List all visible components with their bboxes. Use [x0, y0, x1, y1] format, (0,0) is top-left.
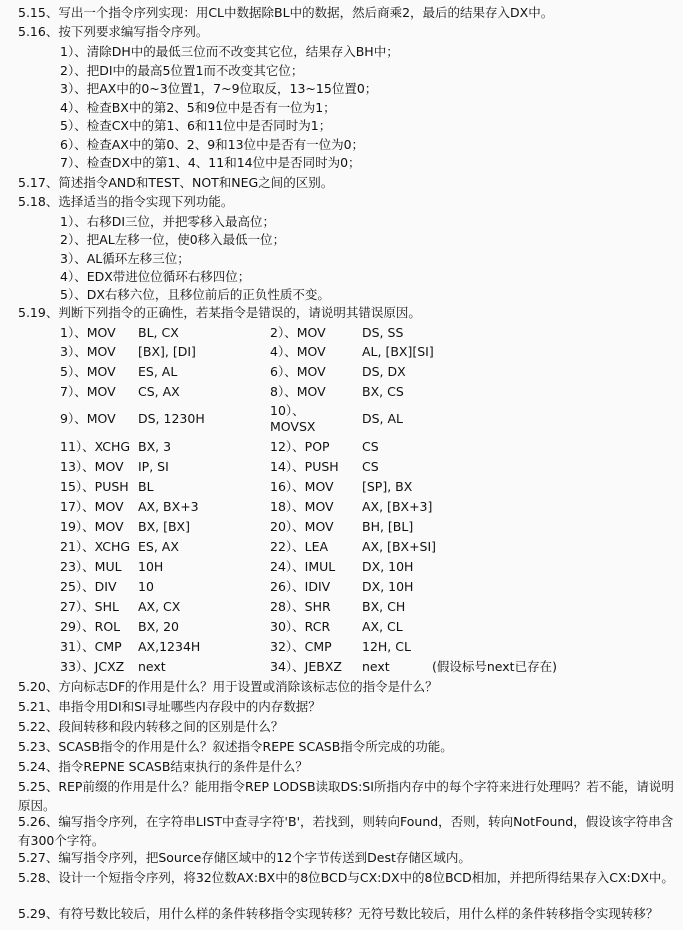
instr-operands: BX, 3 — [138, 439, 172, 454]
instruction-row — [60, 557, 660, 576]
instr-mnemonic: 27）、SHL — [60, 599, 119, 614]
instruction-row — [60, 657, 660, 676]
instr-mnemonic: 18）、MOV — [270, 499, 334, 514]
list-item: 1）、右移DI三位，并把零移入最高位； — [60, 214, 276, 229]
instr-mnemonic: 15）、PUSH — [60, 479, 129, 494]
question-5-25: 5.25、REP前缀的作用是什么？能用指令REP LODSB读取DS:SI所指内存中的每个字符来进行处理吗？若不能，请说明原因。 — [18, 779, 674, 813]
question-5-21: 5.21、串指令用DI和SI寻址哪些内存段中的内存数据？ — [18, 699, 321, 714]
list-item: 5）、检查CX中的第1、6和11位中是否同时为1； — [60, 118, 332, 133]
instr-mnemonic: 17）、MOV — [60, 499, 124, 514]
instr-mnemonic: 25）、DIV — [60, 579, 117, 594]
question-5-20: 5.20、方向标志DF的作用是什么？用于设置或消除该标志位的指令是什么？ — [18, 679, 438, 694]
instr-operands: [BX], [DI] — [138, 344, 196, 359]
instr-operands: AX, CX — [138, 599, 181, 614]
instr-operands: 10H — [138, 559, 164, 574]
question-5-23: 5.23、SCASB指令的作用是什么？叙述指令REPE SCASB指令所完成的功能。 — [18, 739, 453, 754]
instr-mnemonic: 9）、MOV — [60, 411, 116, 426]
instr-mnemonic: 33）、JCXZ — [60, 659, 125, 674]
instr-operands: AX, [BX+SI] — [362, 539, 437, 554]
instr-mnemonic: 14）、PUSH — [270, 459, 339, 474]
instr-operands: DS, SS — [362, 325, 404, 340]
instr-operands: CS — [362, 439, 379, 454]
instr-mnemonic: 22）、LEA — [270, 539, 329, 554]
instruction-row — [60, 617, 660, 636]
question-5-17: 5.17、简述指令AND和TEST、NOT和NEG之间的区别。 — [18, 175, 334, 190]
list-item: 3）、AL循环左移三位； — [60, 251, 190, 266]
list-item: 3）、把AX中的0~3位置1，7~9位取反，13~15位置0； — [60, 81, 378, 96]
instr-mnemonic: 19）、MOV — [60, 519, 124, 534]
instruction-row — [60, 497, 660, 516]
instr-mnemonic: 30）、RCR — [270, 619, 331, 634]
instruction-row — [60, 517, 660, 536]
question-5-19-title: 5.19、判断下列指令的正确性，若某指令是错误的，请说明其错误原因。 — [18, 305, 421, 320]
instr-operands: AL, [BX][SI] — [362, 344, 434, 359]
instruction-row — [60, 403, 660, 434]
instr-operands: AX, [BX+3] — [362, 499, 433, 514]
instr-operands: CS, AX — [138, 384, 180, 399]
instr-mnemonic: 8）、MOV — [270, 384, 326, 399]
instr-mnemonic: 26）、IDIV — [270, 579, 331, 594]
instr-operands: DS, DX — [362, 364, 406, 379]
instr-operands: next — [138, 659, 166, 674]
instr-mnemonic: 31）、CMP — [60, 639, 122, 654]
list-item: 5）、DX右移六位，且移位前后的正负性质不变。 — [60, 287, 330, 302]
question-5-24: 5.24、指令REPNE SCASB结束执行的条件是什么？ — [18, 759, 308, 774]
instruction-row — [60, 323, 660, 342]
instr-mnemonic: 3）、MOV — [60, 344, 116, 359]
list-item: 6）、检查AX中的第0、2、9和13位中是否有一位为0； — [60, 137, 365, 152]
instr-operands: BL — [138, 479, 154, 494]
question-5-28: 5.28、设计一个短指令序列，将32位数AX:BX中的8位BCD与CX:DX中的8位BCD相加，并把所得结果存入CX:DX中。 — [18, 870, 674, 885]
instr-operands: BX, [BX] — [138, 519, 190, 534]
instr-operands: BL, CX — [138, 325, 179, 340]
instr-operands: BX, 20 — [138, 619, 179, 634]
instr-operands: [SP], BX — [362, 479, 413, 494]
instr-mnemonic: 21）、XCHG — [60, 539, 131, 554]
instr-mnemonic: 20）、MOV — [270, 519, 334, 534]
question-5-26: 5.26、编写指令序列，在字符串LIST中查寻字符'B'，若找到，则转向Found，否则，转向NotFound，假设该字符串含有300个字符。 — [18, 814, 674, 848]
instr-mnemonic: 24）、IMUL — [270, 559, 336, 574]
instruction-row — [60, 342, 660, 361]
instr-operands: DS, 1230H — [138, 411, 205, 426]
instr-operands: 10 — [138, 579, 154, 594]
instr-operands: AX, CL — [362, 619, 403, 634]
instr-mnemonic: 23）、MUL — [60, 559, 122, 574]
instr-note: (假设标号next已存在) — [432, 659, 557, 674]
instr-operands: ES, AL — [138, 364, 178, 379]
instr-operands: IP, SI — [138, 459, 169, 474]
instr-operands: AX,1234H — [138, 639, 201, 654]
instr-mnemonic: 4）、MOV — [270, 344, 326, 359]
instr-mnemonic: 16）、MOV — [270, 479, 334, 494]
instr-operands: BH, [BL] — [362, 519, 414, 534]
instruction-row — [60, 437, 660, 456]
question-5-15: 5.15、写出一个指令序列实现：用CL中数据除BL中的数据，然后商乘2，最后的结果存入DX中。 — [18, 5, 554, 20]
instr-operands: DX, 10H — [362, 559, 414, 574]
list-item: 2）、把AL左移一位，使0移入最低一位； — [60, 232, 286, 247]
instr-mnemonic: 1）、MOV — [60, 325, 116, 340]
list-item: 4）、EDX带进位位循环右移四位； — [60, 269, 251, 284]
instr-operands: next — [362, 659, 390, 674]
instruction-row — [60, 362, 660, 381]
question-5-27: 5.27、编写指令序列，把Source存储区域中的12个字节传送到Dest存储区域内。 — [18, 850, 471, 865]
instr-mnemonic: 2）、MOV — [270, 325, 326, 340]
question-5-29: 5.29、有符号数比较后，用什么样的条件转移指令实现转移？无符号数比较后，用什么样的条件转移指令实现转移？ — [18, 906, 659, 921]
instr-mnemonic: 11）、XCHG — [60, 439, 131, 454]
instr-mnemonic: 29）、ROL — [60, 619, 121, 634]
instr-mnemonic: 6）、MOV — [270, 364, 326, 379]
question-5-16-title: 5.16、按下列要求编写指令序列。 — [18, 24, 209, 39]
instr-operands: AX, BX+3 — [138, 499, 199, 514]
instr-operands: DS, AL — [362, 411, 404, 426]
instruction-row — [60, 477, 660, 496]
instr-mnemonic: 13）、MOV — [60, 459, 124, 474]
instruction-row — [60, 537, 660, 556]
instruction-row — [60, 457, 660, 476]
instr-mnemonic: 5）、MOV — [60, 364, 116, 379]
instr-mnemonic: 7）、MOV — [60, 384, 116, 399]
instr-mnemonic: 12）、POP — [270, 439, 330, 454]
instruction-row — [60, 382, 660, 401]
list-item: 2）、把DI中的最高5位置1而不改变其它位； — [60, 63, 304, 78]
question-5-18-title: 5.18、选择适当的指令实现下列功能。 — [18, 194, 234, 209]
list-item: 1）、清除DH中的最低三位而不改变其它位，结果存入BH中； — [60, 44, 399, 59]
instr-operands: 12H, CL — [362, 639, 411, 654]
instr-mnemonic: 34）、JEBXZ — [270, 659, 342, 674]
list-item: 4）、检查BX中的第2、5和9位中是否有一位为1； — [60, 100, 336, 115]
instr-operands: BX, CH — [362, 599, 406, 614]
instr-operands: BX, CS — [362, 384, 404, 399]
instr-mnemonic: 32）、CMP — [270, 639, 332, 654]
question-5-22: 5.22、段间转移和段内转移之间的区别是什么？ — [18, 719, 284, 734]
instr-mnemonic: 28）、SHR — [270, 599, 331, 614]
instruction-row — [60, 577, 660, 596]
instruction-row — [60, 597, 660, 616]
list-item: 7）、检查DX中的第1、4、11和14位中是否同时为0； — [60, 155, 361, 170]
instr-mnemonic: 10）、MOVSX — [270, 403, 316, 434]
instruction-row — [60, 637, 660, 656]
instr-operands: CS — [362, 459, 379, 474]
instr-operands: DX, 10H — [362, 579, 414, 594]
instr-operands: ES, AX — [138, 539, 179, 554]
